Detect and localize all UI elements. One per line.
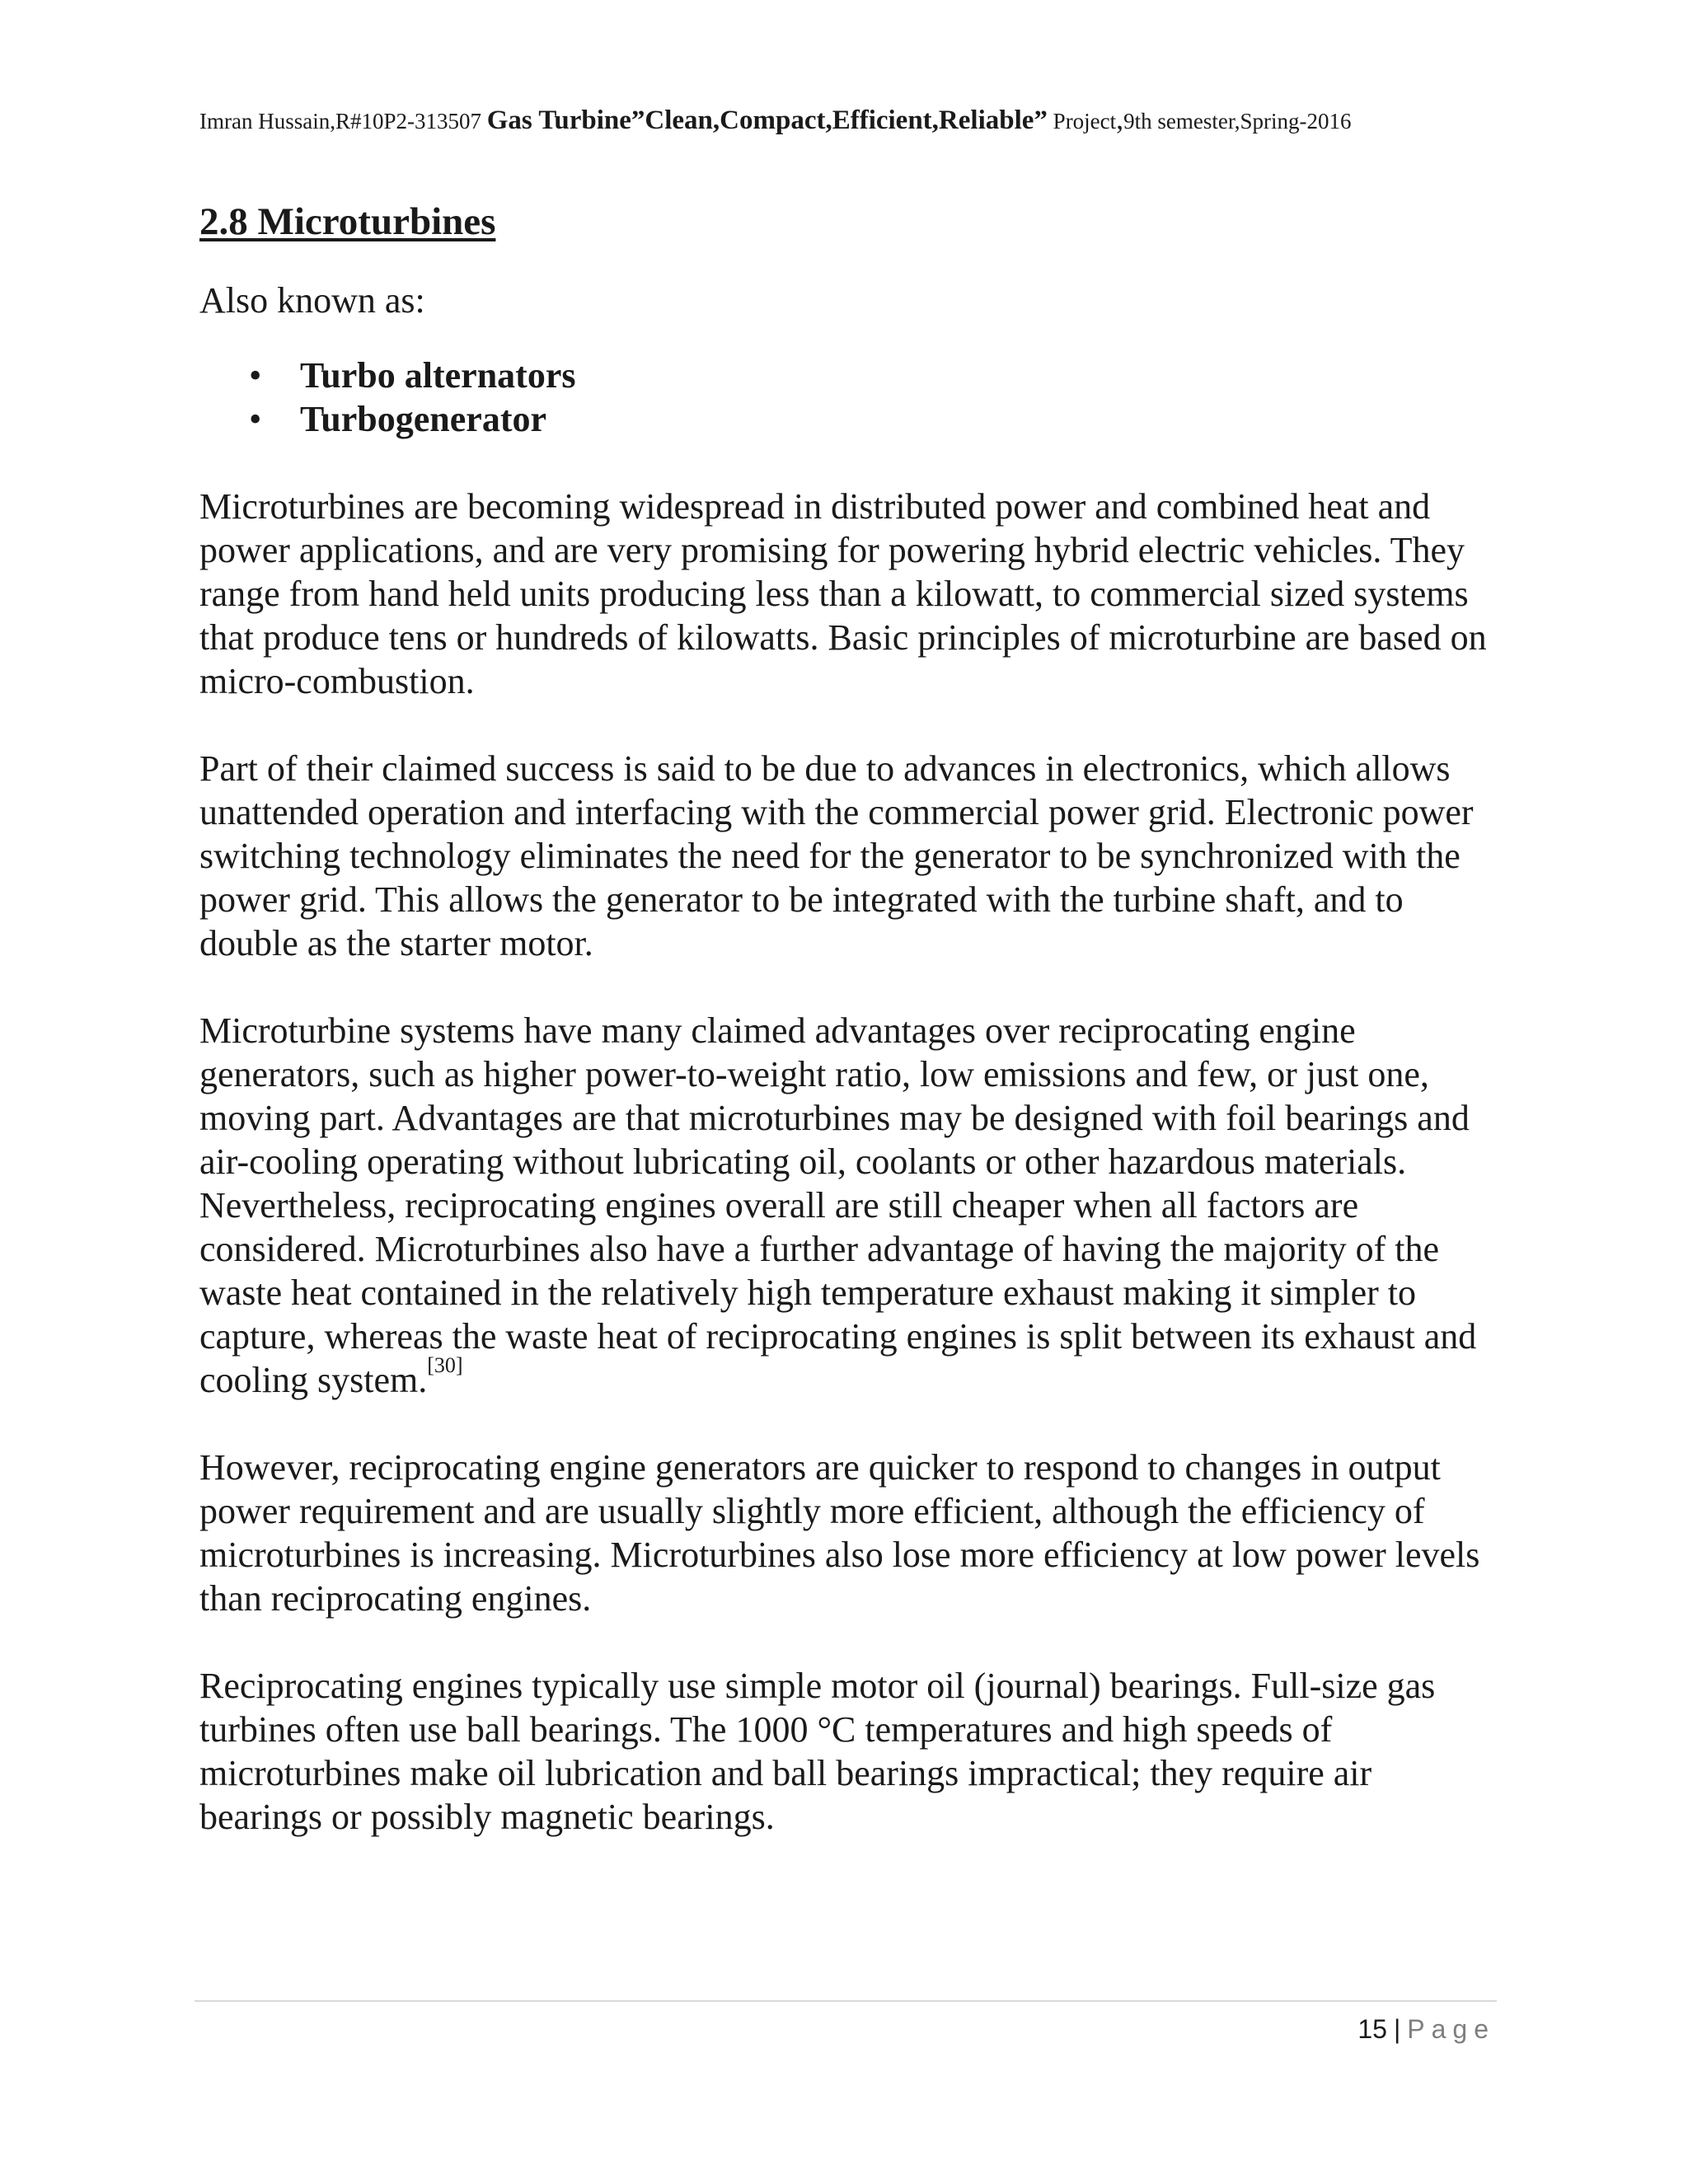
list-item [199, 397, 1498, 441]
bullet-icon: • [249, 355, 262, 396]
aka-item-label: Turbo alternators [300, 355, 576, 396]
paragraph-3-text: Microturbine systems have many claimed advantages over reciprocating engine generators, such as higher power-to-weight ratio, low emissions and few, or just one, moving part. Advantages are that microturbines may be designed with foil bearings and air-cooling operating without lubricating oil, coolants or other hazardous materials. Nevertheless, reciprocating engines overall are still cheaper when all factors are considered. Microturbines also have a further advantage of having the majority of the waste heat contained in the relatively high temperature exhaust making it simpler to capture, whereas the waste heat of reciprocating engines is split between its exhaust and cooling system. [199, 1010, 1477, 1400]
header-project: Project [1053, 109, 1117, 134]
paragraph-1: Microturbines are becoming widespread in distributed power and combined heat and power applications, and are very promising for powering hybrid electric vehicles. They range from hand held units producing less than a kilowatt, to commercial sized systems that produce tens or hundreds of kilowatts. Basic principles of microturbine are based on micro-combustion. [199, 486, 1487, 701]
bullet-icon: • [249, 399, 262, 439]
paragraph-2: Part of their claimed success is said to be due to advances in electronics, which allows unattended operation and interfacing with the commercial power grid. Electronic power switching technology eliminates the need for the generator to be synchronized with the power grid. This allows the generator to be integrated with the turbine shaft, and to double as the starter motor. [199, 748, 1474, 963]
header-title: Gas Turbine”Clean,Compact,Efficient,Reliable” [486, 105, 1048, 135]
header-author: Imran Hussain,R#10P2-313507 [199, 109, 481, 134]
paragraph-4: However, reciprocating engine generators are quicker to respond to changes in output power requirement and are usually slightly more efficient, although the efficiency of microturbines is increasing. Microturbines also lose more efficiency at low power levels than reciprocating engines. [199, 1447, 1480, 1619]
page-number: 15 [1357, 2014, 1387, 2044]
aka-intro: Also known as: [199, 280, 425, 321]
footer-divider [195, 2000, 1497, 2002]
page-label: Page [1407, 2014, 1495, 2044]
paragraph-5: Reciprocating engines typically use simple motor oil (journal) bearings. Full-size gas turbines often use ball bearings. The 1000 °C temperatures and high speeds of microturbines make oil lubrication and ball bearings impractical; they require air bearings or possibly magnetic bearings. [199, 1666, 1436, 1837]
footer-separator: | [1393, 2014, 1401, 2044]
page-content [199, 196, 1498, 1839]
paragraph-3 [199, 1009, 1498, 1402]
section-title: 2.8 Microturbines [199, 200, 496, 243]
header-semester: 9th semester,Spring-2016 [1123, 109, 1352, 134]
citation-link[interactable]: [30] [427, 1353, 463, 1377]
running-header [199, 102, 1493, 138]
header-comma: , [1116, 102, 1124, 135]
aka-item-label: Turbogenerator [300, 399, 547, 439]
page-footer [1357, 2011, 1495, 2047]
list-item [199, 354, 1498, 397]
aka-list [199, 354, 1498, 441]
